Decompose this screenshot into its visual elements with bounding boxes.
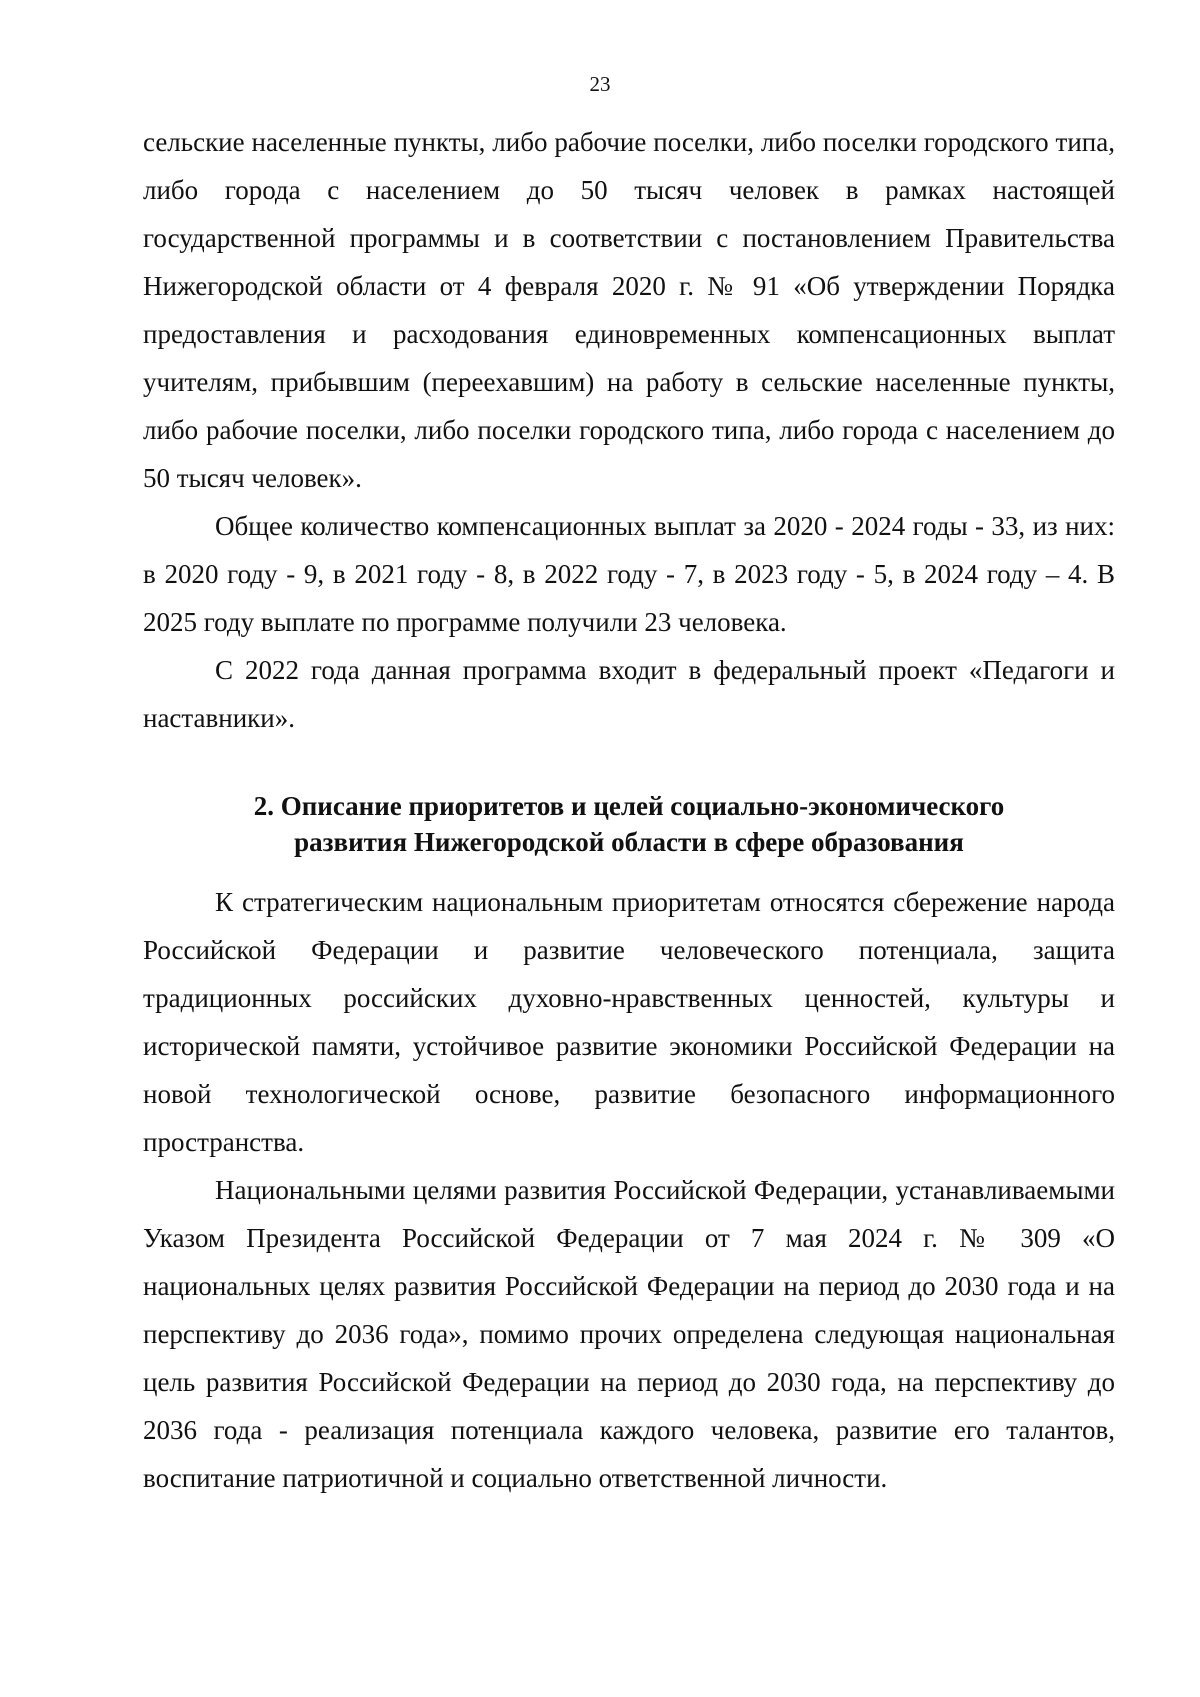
paragraph-federal-project: С 2022 года данная программа входит в федеральный проект «Педагоги и наставники». — [143, 655, 1115, 733]
page-number: 23 — [589, 72, 611, 96]
paragraph-national-goals: Национальными целями развития Российской Федерации, устанавливаемыми Указом Президента Российской Федерации от 7 мая 2024 г. № 309 «О национальных целях развития Российской Федерации на период до 2030 года и на перспективу до 2036 года», помимо прочих определена следующая национальная цель развития Российской Федерации на период до 2030 года, на перспективу до 2036 года - реализация потенциала каждого человека, развитие его талантов, воспитание патриотичной и социально ответственной личности. — [143, 1175, 1115, 1493]
document-body — [143, 118, 1115, 1502]
paragraph-national-priorities: К стратегическим национальным приоритетам относятся сбережение народа Российской Федерации и развитие человеческого потенциала, защита традиционных российских духовно-нравственных ценностей, культуры и исторической памяти, устойчивое развитие экономики Российской Федерации на новой технологической основе, развитие безопасного информационного пространства. — [143, 887, 1115, 1157]
paragraph-continuation: сельские населенные пункты, либо рабочие поселки, либо поселки городского типа, либо города с населением до 50 тысяч человек в рамках настоящей государственной программы и в соответствии с постановлением Правительства Нижегородской области от 4 февраля 2020 г. № 91 «Об утверждении Порядка предоставления и расходования единовременных компенсационных выплат учителям, прибывшим (переехавшим) на работу в сельские населенные пункты, либо рабочие поселки, либо поселки городского типа, либо города с населением до 50 тысяч человек». — [143, 127, 1115, 493]
paragraph-compensation-totals: Общее количество компенсационных выплат за 2020 - 2024 годы - 33, из них: в 2020 году - 9, в 2021 году - 8, в 2022 году - 7, в 2023 году - 5, в 2024 году – 4. В 2025 году выплате по программе получили 23 человека. — [143, 511, 1115, 637]
section-heading — [143, 788, 1115, 860]
section-heading-line-1: 2. Описание приоритетов и целей социально-экономического — [253, 791, 1005, 821]
section-heading-line-2: развития Нижегородской области в сфере образования — [294, 827, 964, 857]
